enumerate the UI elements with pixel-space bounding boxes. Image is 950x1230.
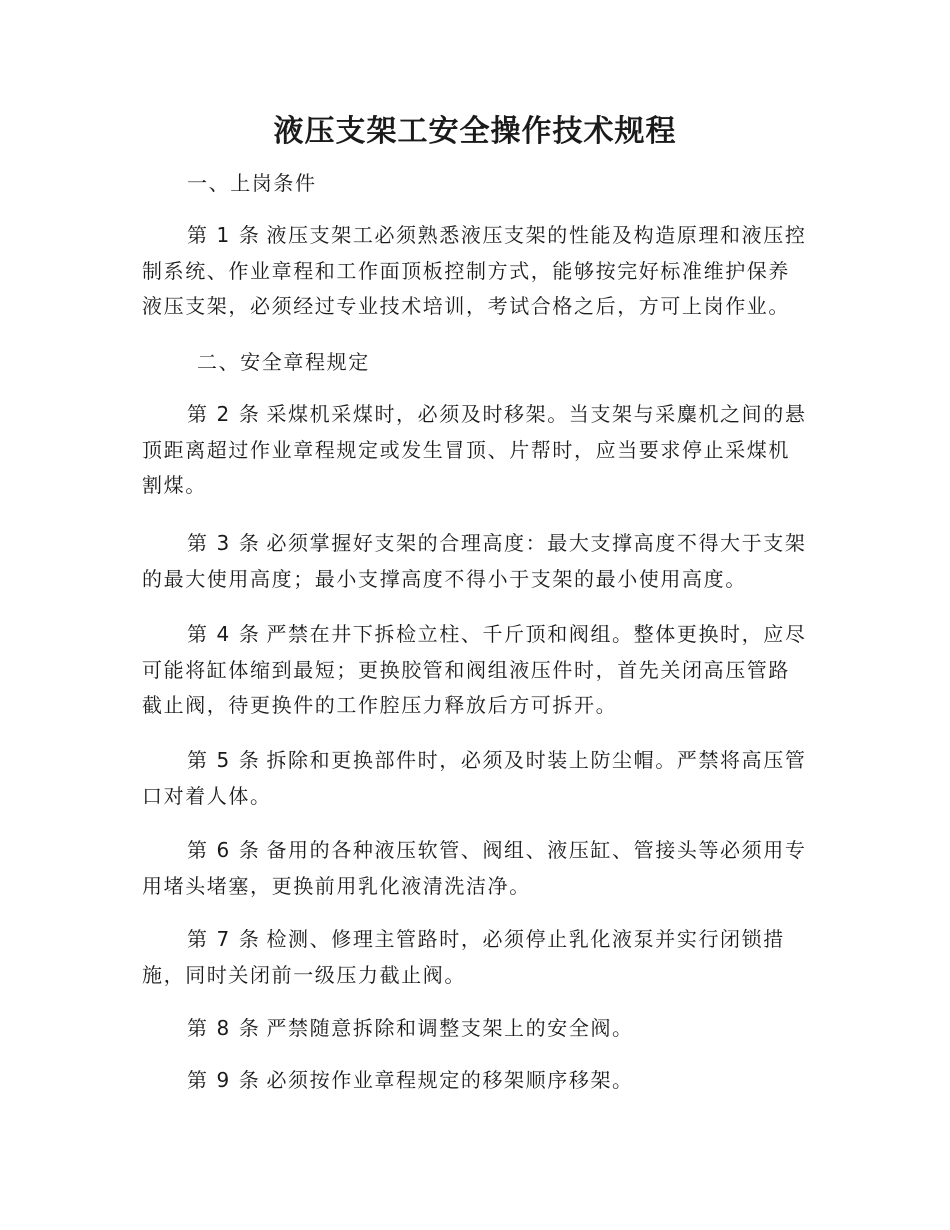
article-number: 第 2 条 bbox=[187, 402, 261, 426]
document-title: 液压支架工安全操作技术规程 bbox=[273, 114, 677, 149]
article-line: 液压支架，必须经过专业技术培训，考试合格之后，方可上岗作业。 bbox=[142, 294, 790, 318]
article-9 bbox=[142, 1063, 808, 1099]
article-line: 第 3 条 必须掌握好支架的合理高度：最大支撑高度不得大于支架 bbox=[187, 531, 807, 555]
article-line: 可能将缸体缩到最短；更换胶管和阀组液压件时，首先关闭高压管路 bbox=[142, 657, 790, 682]
section-heading-2: 二、安全章程规定 bbox=[197, 350, 370, 374]
article-number: 第 8 条 bbox=[187, 1016, 261, 1040]
article-line: 用堵头堵塞，更换前用乳化液清洗洁净。 bbox=[142, 873, 531, 898]
article-line: 第 8 条 严禁随意拆除和调整支架上的安全阀。 bbox=[187, 1016, 634, 1040]
article-line: 制系统、作业章程和工作面顶板控制方式，能够按完好标准维护保养 bbox=[142, 258, 790, 283]
article-line: 第 6 条 备用的各种液压软管、阀组、液压缸、管接头等必须用专 bbox=[187, 838, 807, 862]
article-number: 第 5 条 bbox=[187, 748, 261, 772]
section-heading-1: 一、上岗条件 bbox=[187, 171, 317, 195]
article-line: 第 4 条 严禁在井下拆检立柱、千斤顶和阀组。整体更换时，应尽 bbox=[187, 622, 807, 646]
article-6 bbox=[142, 833, 808, 904]
article-line: 第 5 条 拆除和更换部件时，必须及时装上防尘帽。严禁将高压管 bbox=[187, 748, 807, 772]
article-3 bbox=[142, 526, 808, 597]
article-8 bbox=[142, 1011, 808, 1047]
article-line: 第 1 条 液压支架工必须熟悉液压支架的性能及构造原理和液压控 bbox=[187, 223, 807, 247]
article-line: 顶距离超过作业章程规定或发生冒顶、片帮时，应当要求停止采煤机 bbox=[142, 437, 790, 462]
article-number: 第 3 条 bbox=[187, 531, 261, 555]
article-1 bbox=[142, 218, 808, 325]
article-5 bbox=[142, 743, 808, 814]
article-number: 第 6 条 bbox=[187, 838, 261, 862]
article-line: 第 7 条 检测、修理主管路时，必须停止乳化液泵并实行闭锁措 bbox=[187, 927, 785, 951]
article-4 bbox=[142, 617, 808, 724]
article-number: 第 4 条 bbox=[187, 622, 261, 646]
article-line: 口对着人体。 bbox=[142, 783, 272, 808]
article-line: 第 9 条 必须按作业章程规定的移架顺序移架。 bbox=[187, 1068, 634, 1092]
article-number: 第 7 条 bbox=[187, 927, 261, 951]
article-line: 第 2 条 采煤机采煤时，必须及时移架。当支架与采麋机之间的悬 bbox=[187, 402, 807, 426]
article-line: 的最大使用高度；最小支撑高度不得小于支架的最小使用高度。 bbox=[142, 566, 747, 591]
article-7 bbox=[142, 922, 808, 993]
article-2 bbox=[142, 397, 808, 504]
article-line: 截止阀，待更换件的工作腔压力释放后方可拆开。 bbox=[142, 693, 618, 717]
article-number: 第 1 条 bbox=[187, 223, 261, 247]
article-number: 第 9 条 bbox=[187, 1068, 261, 1092]
article-line: 施，同时关闭前一级压力截止阀。 bbox=[142, 962, 466, 987]
article-line: 割煤。 bbox=[142, 473, 207, 497]
